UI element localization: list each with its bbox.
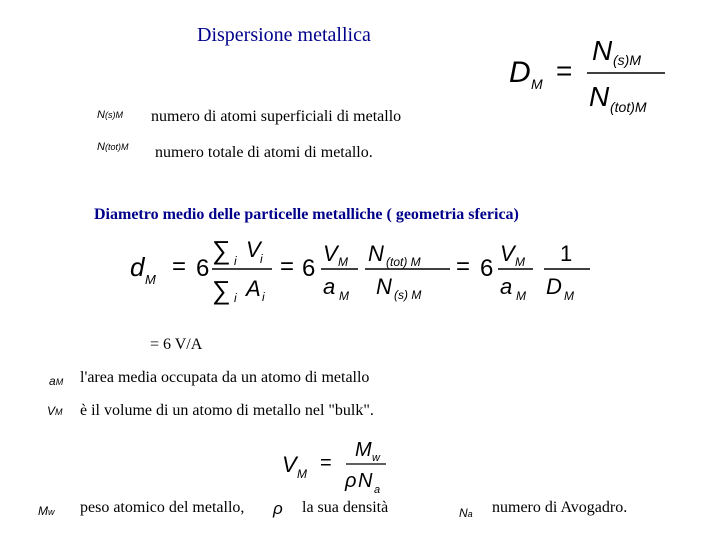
- dm-six-1: 6: [196, 255, 210, 282]
- dm-vm-2-sub: M: [515, 255, 525, 269]
- dm-am-2: a: [500, 274, 513, 299]
- dm-one: 1: [560, 241, 573, 266]
- dm-dcap-sub: M: [564, 289, 574, 303]
- def-text-ntot: numero totale di atomi di metallo.: [155, 144, 373, 161]
- vm-num-sub: w: [372, 452, 380, 464]
- formula-d-denominator-sub: (tot)M: [610, 99, 647, 115]
- vm-lhs: V: [282, 452, 297, 477]
- def-symbol-ntot: N(tot)M: [97, 141, 129, 153]
- formula-d-equals: =: [556, 55, 573, 86]
- dm-sum-den-sub: i: [234, 291, 237, 305]
- dm-ns-sub: (s) M: [394, 288, 422, 302]
- dm-v: V: [246, 237, 261, 262]
- dm-a: A: [246, 276, 261, 301]
- dm-equals-1: =: [172, 253, 187, 280]
- dm-equals-3: =: [456, 253, 471, 280]
- footer-symbol-rho: ρ: [273, 499, 283, 518]
- dm-sum-den: ∑: [212, 275, 231, 305]
- equation-6va: = 6 V/A: [150, 336, 203, 353]
- dm-a-sub: i: [262, 290, 265, 304]
- vm-rho: ρ: [345, 470, 357, 492]
- footer-symbol-mw: Mw: [38, 504, 55, 518]
- formula-d-numerator-sub: (s)M: [613, 52, 641, 68]
- footer-text-rho: la sua densità: [302, 499, 389, 516]
- formula-d-denominator: N: [589, 81, 610, 112]
- formula-d-lhs: D: [509, 56, 531, 89]
- dm-dcap: D: [546, 274, 562, 299]
- formula-dispersion: [505, 30, 680, 120]
- dm-lhs: d: [130, 252, 145, 282]
- dm-ntot: N: [368, 241, 384, 266]
- page-title: Dispersione metallica: [197, 24, 371, 46]
- vm-den-sub: a: [374, 484, 381, 496]
- dm-sum-num: ∑: [212, 235, 231, 265]
- dm-six-2: 6: [302, 255, 316, 282]
- dm-vm-sub: M: [338, 255, 348, 269]
- vm-equals: =: [320, 452, 332, 474]
- def-symbol-ns: N(s)M: [97, 109, 123, 121]
- dm-am-sub: M: [339, 289, 349, 303]
- formula-atomic-volume: [278, 436, 398, 500]
- formula-mean-diameter: [120, 232, 600, 307]
- dm-am: a: [323, 274, 336, 299]
- formula-d-numerator: N: [592, 35, 613, 66]
- vm-den: N: [358, 470, 373, 492]
- dm-equals-2: =: [280, 253, 295, 280]
- def2-text-vm: è il volume di un atomo di metallo nel "bulk".: [80, 402, 374, 419]
- dm-vm-2: V: [500, 241, 515, 266]
- def2-symbol-am: aM: [49, 374, 64, 388]
- dm-ntot-sub: (tot) M: [386, 255, 421, 269]
- def2-symbol-vm: VM: [47, 404, 63, 418]
- dm-sum-num-sub: i: [234, 254, 237, 268]
- dm-six-3: 6: [480, 255, 494, 282]
- dm-ns: N: [376, 274, 392, 299]
- dm-v-sub: i: [260, 252, 263, 266]
- dm-am-2-sub: M: [516, 289, 526, 303]
- vm-lhs-sub: M: [297, 467, 307, 481]
- formula-d-lhs-sub: M: [531, 76, 543, 92]
- def-text-ns: numero di atomi superficiali di metallo: [151, 108, 402, 125]
- footer-text-na: numero di Avogadro.: [492, 499, 628, 516]
- vm-num: M: [355, 439, 372, 461]
- def2-text-am: l'area media occupata da un atomo di metallo: [80, 369, 370, 386]
- subtitle: Diametro medio delle particelle metalliche ( geometria sferica): [94, 206, 519, 223]
- footer-symbol-na: Na: [459, 506, 473, 520]
- footer-text-mw: peso atomico del metallo,: [80, 499, 245, 516]
- dm-vm: V: [323, 241, 338, 266]
- dm-lhs-sub: M: [145, 272, 156, 287]
